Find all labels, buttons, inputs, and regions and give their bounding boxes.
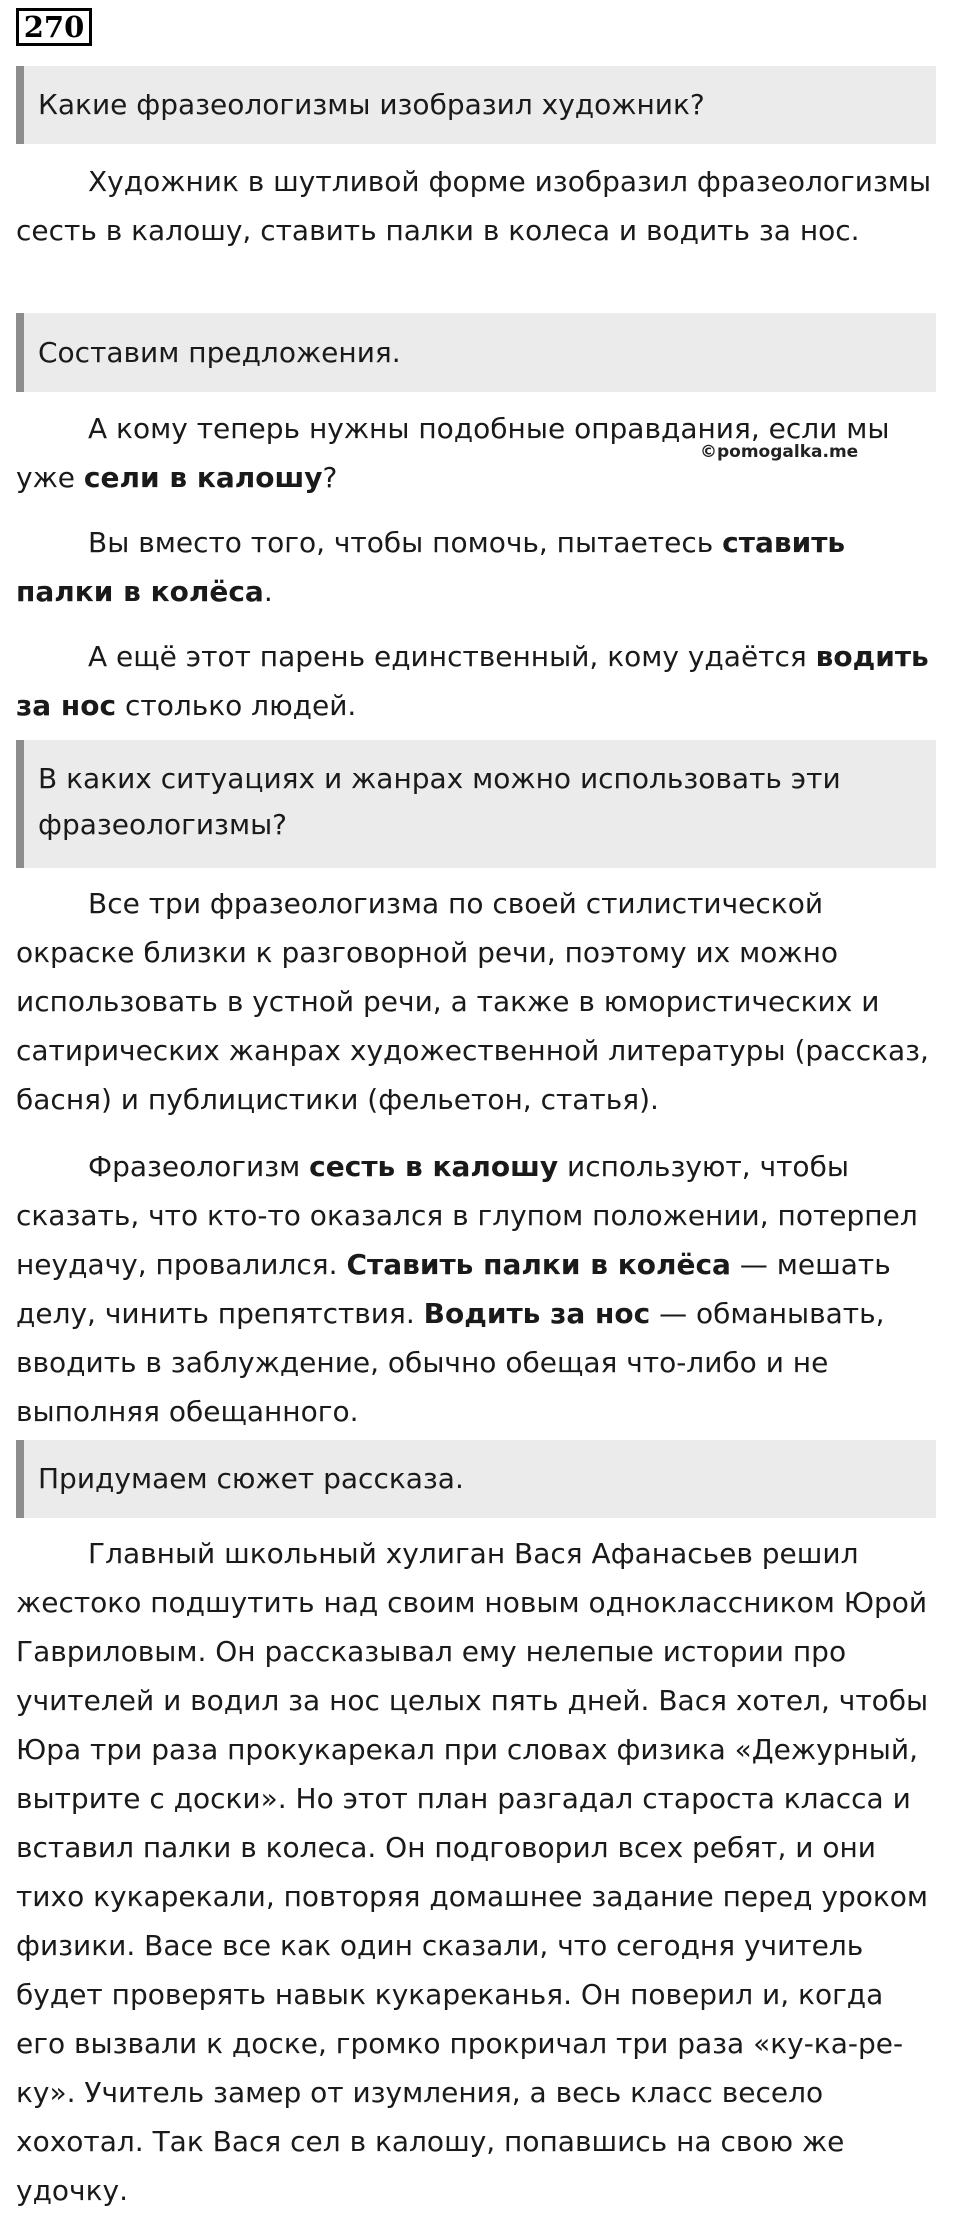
meaning-text: используют, чтобы сказать, что кто-то оказался в глупом положении, потерпел неудачу, провалился. [16, 1150, 918, 1281]
phrase-highlight: сели в калошу [83, 461, 323, 494]
question-compose-sentences: Составим предложения. [16, 313, 936, 392]
answer-phraseologism-meanings [16, 1142, 936, 1436]
sentence-sticks-in-wheels [16, 518, 936, 616]
answer-stylistic-coloring: Все три фразеологизма по своей стилистической окраске близки к разговорной речи, поэтому их можно использовать в устной речи, а также в юмористических и сатирических жанрах художественной литературы (рассказ, басня) и публицистики (фельетон, статья). [16, 887, 929, 1116]
watermark: ©pomogalka.me [700, 442, 859, 462]
sentence-text: А ещё этот парень единственный, кому удаётся [88, 640, 816, 673]
answer-story: Главный школьный хулиган Вася Афанасьев решил жестоко подшутить над своим новым одноклассником Юрой Гавриловым. Он рассказывал ему нелепые истории про учителей и водил за нос целых пять дней. Вася хотел, чтобы Юра три раза прокукарекал при словах физика «Дежурный, вытрите с доски». Но этот план разгадал староста класса и вставил палки в колеса. Он подговорил всех ребят, и они тихо кукарекали, повторяя домашнее задание перед уроком физики. Васе все как один сказали, что сегодня учитель будет проверять навык кукареканья. Он поверил и, когда его вызвали к доске, громко прокричал три раза «ку-ка-ре-ку». Учитель замер от изумления, а весь класс весело хохотал. Так Вася сел в калошу, попавшись на свою же удочку. [16, 1537, 929, 2207]
phrase-highlight: сесть в калошу [309, 1150, 559, 1183]
question-situations-genres: В каких ситуациях и жанрах можно использовать эти фразеологизмы? [16, 740, 936, 868]
sentence-text: столько людей. [116, 689, 357, 722]
sentence-text: . [263, 575, 273, 608]
answer-phraseologisms-depicted: Художник в шутливой форме изобразил фразеологизмы сесть в калошу, ставить палки в колеса и водить за нос. [16, 165, 932, 247]
phrase-highlight: Водить за нос [423, 1297, 651, 1330]
phrase-highlight: водить за нос [16, 640, 929, 722]
sentence-text: А кому теперь нужны подобные оправдания, если мы уже [16, 412, 890, 494]
sentence-text: Вы вместо того, чтобы помочь, пытаетесь [88, 526, 723, 559]
task-number: 270 [16, 8, 92, 46]
meaning-text: — обманывать, вводить в заблуждение, обычно обещая что-либо и не выполняя обещанного. [16, 1297, 885, 1428]
question-story-plot: Придумаем сюжет рассказа. [16, 1440, 936, 1518]
sentence-text: ? [322, 461, 338, 494]
meaning-text: — мешать делу, чинить препятствия. [16, 1248, 891, 1330]
phrase-highlight: Ставить палки в колёса [346, 1248, 731, 1281]
meaning-text: Фразеологизм [88, 1150, 310, 1183]
sentence-lead-by-nose [16, 632, 936, 730]
question-phraseologisms-depicted: Какие фразеологизмы изобразил художник? [16, 66, 936, 144]
phrase-highlight: ставить палки в колёса [16, 526, 846, 608]
